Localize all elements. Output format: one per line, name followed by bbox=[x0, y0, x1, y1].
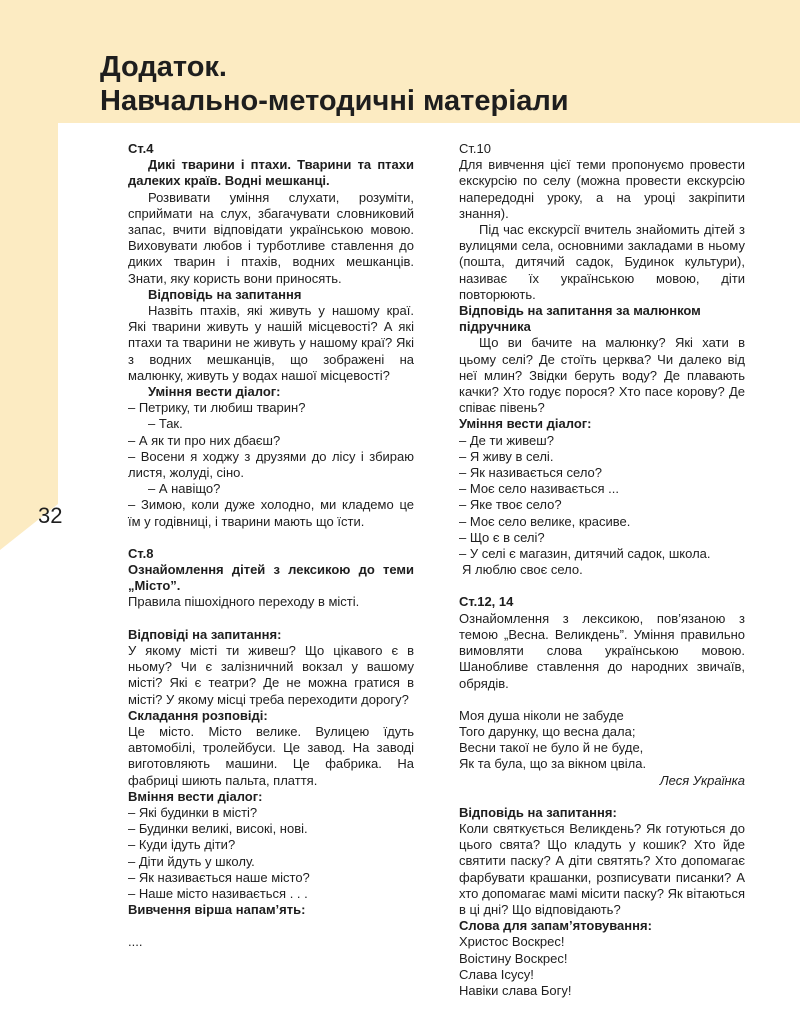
page-title bbox=[100, 50, 569, 118]
rules-text-s8: Правила пішохідного переходу в місті. bbox=[128, 594, 360, 610]
poem-line: Як та була, що за вікном цвіла. bbox=[459, 756, 647, 772]
dialog-line: – У селі є магазин, дитячий садок, школа. bbox=[459, 546, 711, 562]
poem-author: Леся Українка bbox=[659, 772, 745, 788]
question-text-s12: Коли святкується Великдень? Як готуються до цього свята? Що кладуть у кошик? Хто йде святити паску? А діти святять? Хто допомагає фарбувати крашанки, розписувати писанки? А хто допомагає мамі місити паску? Як вітаються в ці дні? Що відповідають? bbox=[459, 820, 745, 917]
memorize-word: Слава Ісусу! bbox=[459, 966, 534, 982]
right-column bbox=[459, 141, 745, 999]
poem-line: Весни такої не було й не буде, bbox=[459, 740, 644, 756]
side-band bbox=[0, 123, 58, 504]
dialog-line: – Зимою, коли дуже холодно, ми кладемо це їм у годівниці, і тварини мають що їсти. bbox=[128, 497, 414, 529]
left-column bbox=[128, 141, 414, 951]
dialog-line: – Моє село називається ... bbox=[459, 481, 619, 497]
story-heading-s8: Складання розповіді: bbox=[128, 707, 268, 723]
dialog-line: – Як називається село? bbox=[459, 465, 603, 481]
dialog-line: – Як називається наше місто? bbox=[128, 869, 310, 885]
section-heading-s8: Ст.8 bbox=[128, 545, 154, 561]
dialog-line: – Петрику, ти любиш тварин? bbox=[128, 400, 306, 416]
question-text-s10: Що ви бачите на малюнку? Які хати в цьому селі? Де стоїть церква? Чи далеко від неї млин? Звідки беруть воду? Де плавають качки? Хто годує порося? Хто пасе корову? Де співає півень? bbox=[459, 335, 745, 416]
question-heading-s12: Відповідь на запитання: bbox=[459, 804, 617, 820]
page-title-line-1: Додаток. bbox=[100, 51, 227, 83]
dialog-line: – Я живу в селі. bbox=[459, 448, 554, 464]
question-text-s8: У якому місті ти живеш? Що цікавого є в ньому? Чи є залізничний вокзал у вашому місті? Які є театри? Де не можна гратися в місті? У якому місці треба переходити дорогу? bbox=[128, 642, 414, 707]
dialog-line: – Восени я ходжу з друзями до лісу і збираю листя, жолуді, сіно. bbox=[128, 448, 414, 481]
intro-text-s10: Для вивчення цієї теми пропонуємо провести екскурсію по селу (можна провести екскурсію напередодні уроку, а на уроці закріпити знання). bbox=[459, 157, 745, 221]
dialog-line: – Моє село велике, красиве. bbox=[459, 513, 631, 529]
dialog-line: – Які будинки в місті? bbox=[128, 804, 258, 820]
dialog-line: – Так. bbox=[148, 416, 183, 432]
question-heading-s8: Відповіді на запитання: bbox=[128, 626, 282, 642]
ellipsis-s8: .... bbox=[128, 934, 143, 950]
dialog-line: – Будинки великі, високі, нові. bbox=[128, 821, 308, 837]
dialog-heading-s4: Уміння вести діалог: bbox=[148, 384, 281, 400]
poem-line: Моя душа ніколи не забуде bbox=[459, 707, 624, 723]
dialog-heading-s8: Вміння вести діалог: bbox=[128, 788, 263, 804]
dialog-line: – Яке твоє село? bbox=[459, 497, 562, 513]
closing-line-s10: Я люблю своє село. bbox=[462, 562, 583, 578]
dialog-heading-s10: Уміння вести діалог: bbox=[459, 416, 592, 432]
dialog-line: – Куди ідуть діти? bbox=[128, 837, 236, 853]
story-text-s8: Це місто. Місто велике. Вулицею їдуть автомобілі, тролейбуси. Це завод. На заводі виготовляють машини. Це фабрика. На фабриці шиють пальта, плаття. bbox=[128, 723, 414, 788]
poem-line: Того дарунку, що весна дала; bbox=[459, 723, 636, 739]
dialog-line: – Наше місто називається . . . bbox=[128, 885, 308, 901]
question-text-s4: Назвіть птахів, які живуть у нашому краї. Які тварини живуть у нашій місцевості? А які птахи та тварини не живуть у нашому краї? Які з водних мешканців, що зображені на малюнку, живуть у водах нашої місцевості? bbox=[128, 303, 414, 383]
memorize-word: Навіки слава Богу! bbox=[459, 982, 572, 998]
section-topic-s8: Ознайомлення дітей з лексикою до теми „Місто”. bbox=[128, 562, 414, 594]
words-heading-s12: Слова для запам’ятовування: bbox=[459, 918, 652, 934]
section-goal-s4: Розвивати уміння слухати, розуміти, сприймати на слух, збагачувати словниковий запас, вчити відповідати українською мовою. Виховувати любов і турботливе ставлення до диких тварин і птахів, водних мешканців. Знати, яку користь вони приносять. bbox=[128, 189, 414, 286]
section-topic-s4: Дикі тварини і птахи. Тварини та птахи далеких країв. Водні мешканці. bbox=[128, 157, 414, 189]
poem-heading-s8: Вивчення вірша напам’ять: bbox=[128, 902, 306, 918]
section-heading-s4: Ст.4 bbox=[128, 141, 154, 156]
memorize-word: Воістину Воскрес! bbox=[459, 950, 568, 966]
section-heading-s12: Ст.12, 14 bbox=[459, 594, 514, 610]
page-title-line-2: Навчально-методичні матеріали bbox=[100, 85, 569, 117]
question-heading-s4: Відповідь на запитання bbox=[148, 286, 302, 302]
section-heading-s10: Ст.10 bbox=[459, 141, 491, 156]
dialog-line: – А як ти про них дбаєш? bbox=[128, 432, 281, 448]
dialog-line: – Що є в селі? bbox=[459, 529, 545, 545]
question-heading-s10: Відповідь на запитання за малюнком підручника bbox=[459, 303, 701, 335]
dialog-line: – Де ти живеш? bbox=[459, 432, 554, 448]
memorize-word: Христос Воскрес! bbox=[459, 934, 565, 950]
excursion-text-s10: Під час екскурсії вчитель знайомить дітей з вулицями села, основними закладами в ньому (пошта, дитячий садок, Будинок культури), називає їх українською мовою, діти повторюють. bbox=[459, 222, 745, 302]
page-number: 32 bbox=[38, 503, 63, 528]
dialog-line: – А навіщо? bbox=[148, 481, 221, 497]
intro-text-s12: Ознайомлення з лексикою, пов’язаною з темою „Весна. Великдень”. Уміння правильно вимовляти слова українською мовою. Шанобливе ставлення до народних звичаїв, обрядів. bbox=[459, 610, 745, 691]
dialog-line: – Діти йдуть у школу. bbox=[128, 853, 255, 869]
